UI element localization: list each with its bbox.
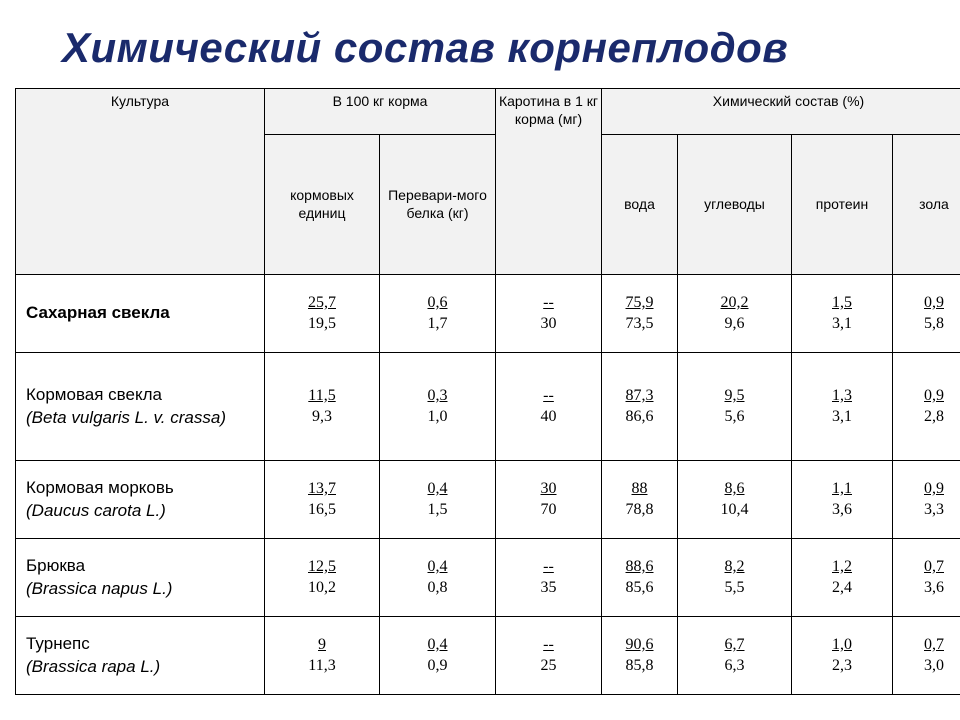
value-bottom: 0,8 [427,578,448,596]
value-top: 0,3 [427,386,448,404]
value-top: -- [543,293,554,311]
value-top: 0,4 [427,479,448,497]
crop-latin-name: (Brassica rapa L.) [26,656,161,676]
header-carbs: углеводы [678,135,792,275]
value-bottom: 19,5 [308,314,336,332]
crop-cell [16,275,265,353]
value-cell-protein [792,539,893,617]
value-cell-feed-units [265,461,380,539]
value-top: 30 [540,479,557,497]
value-bottom: 0,9 [427,656,448,674]
value-top: 0,9 [924,479,944,497]
value-top: 0,4 [427,635,448,653]
value-cell-carotene [496,353,602,461]
value-top: 25,7 [308,293,336,311]
value-top: 87,3 [625,386,654,404]
value-bottom: 5,5 [724,578,745,596]
value-bottom: 30 [540,314,557,332]
value-cell-carotene [496,461,602,539]
header-protein: протеин [792,135,893,275]
value-cell-protein-kg [380,275,496,353]
header-chem: Химический состав (%) [602,89,960,135]
value-top: 12,5 [308,557,336,575]
header-culture: Культура [16,89,265,275]
value-cell-feed-units [265,275,380,353]
crop-name: Кормовая морковь [26,477,174,497]
value-bottom: 2,3 [832,656,852,674]
value-bottom: 11,3 [308,656,336,674]
crop-latin-name: (Daucus carota L.) [26,500,166,520]
value-bottom: 10,2 [308,578,336,596]
value-bottom: 9,6 [724,314,745,332]
value-cell-feed-units [265,353,380,461]
value-bottom: 16,5 [308,500,336,518]
value-cell-protein-kg [380,461,496,539]
value-top: 0,7 [924,635,944,653]
header-ash: зола [893,135,960,275]
value-top: 8,6 [724,479,745,497]
value-top: 0,4 [427,557,448,575]
value-cell-protein-kg [380,353,496,461]
value-bottom: 3,3 [924,500,944,518]
value-bottom: 5,6 [724,407,745,425]
value-bottom: 25 [540,656,557,674]
value-cell-carotene [496,275,602,353]
value-top: 0,7 [924,557,944,575]
table-row [16,617,960,695]
value-top: 20,2 [720,293,749,311]
value-bottom: 3,1 [832,407,852,425]
value-cell-protein-kg [380,617,496,695]
crop-cell [16,461,265,539]
value-cell-protein [792,353,893,461]
header-feed-units: кормовых единиц [265,135,380,275]
table-row [16,353,960,461]
value-cell-water [602,461,678,539]
crop-name: Кормовая свекла [26,384,162,404]
value-top: 0,9 [924,293,944,311]
value-top: -- [543,386,554,404]
value-top: 88 [631,479,648,497]
value-top: 1,5 [832,293,852,311]
page-title: Химический состав корнеплодов [62,24,789,71]
header-per100: В 100 кг корма [265,89,496,135]
value-top: 88,6 [625,557,654,575]
value-cell-carbs [678,275,792,353]
value-cell-feed-units [265,539,380,617]
value-bottom: 6,3 [724,656,745,674]
value-cell-protein [792,461,893,539]
value-bottom: 73,5 [625,314,654,332]
value-cell-carotene [496,617,602,695]
value-top: 0,9 [924,386,944,404]
value-bottom: 70 [540,500,557,518]
value-top: 1,2 [832,557,852,575]
value-bottom: 3,6 [924,578,944,596]
value-top: 13,7 [308,479,336,497]
value-top: 9,5 [724,386,745,404]
value-top: 6,7 [724,635,745,653]
value-top: 8,2 [724,557,745,575]
value-top: 9 [318,635,326,653]
value-bottom: 85,8 [625,656,654,674]
value-top: 0,6 [427,293,448,311]
value-bottom: 9,3 [312,407,332,425]
value-bottom: 3,0 [924,656,944,674]
header-digestible-protein: Перевари-мого белка (кг) [380,135,496,275]
value-cell-water [602,617,678,695]
root-crops-table [15,88,960,695]
value-cell-carbs [678,539,792,617]
table-row [16,275,960,353]
value-cell-ash [893,539,960,617]
value-bottom: 35 [540,578,557,596]
value-cell-carbs [678,353,792,461]
value-top: 1,1 [832,479,852,497]
crop-cell [16,353,265,461]
crop-cell [16,617,265,695]
table-row [16,539,960,617]
value-bottom: 1,5 [427,500,448,518]
value-bottom: 86,6 [625,407,654,425]
value-bottom: 1,0 [427,407,448,425]
value-cell-protein-kg [380,539,496,617]
value-cell-ash [893,461,960,539]
value-cell-carbs [678,617,792,695]
value-bottom: 1,7 [427,314,448,332]
header-water: вода [602,135,678,275]
value-cell-ash [893,275,960,353]
value-cell-water [602,275,678,353]
value-bottom: 85,6 [625,578,654,596]
crop-latin-name: (Beta vulgaris L. v. crassa) [26,407,226,427]
value-top: 1,3 [832,386,852,404]
value-cell-water [602,353,678,461]
value-top: 11,5 [308,386,336,404]
value-top: -- [543,557,554,575]
table-row [16,461,960,539]
value-top: -- [543,635,554,653]
value-bottom: 10,4 [720,500,749,518]
crop-cell [16,539,265,617]
value-cell-protein [792,617,893,695]
value-cell-ash [893,617,960,695]
value-cell-protein [792,275,893,353]
value-cell-carotene [496,539,602,617]
value-top: 1,0 [832,635,852,653]
value-cell-feed-units [265,617,380,695]
crop-name: Брюква [26,555,86,575]
value-cell-carbs [678,461,792,539]
crop-name: Турнепс [26,633,90,653]
value-bottom: 5,8 [924,314,944,332]
value-cell-water [602,539,678,617]
value-cell-ash [893,353,960,461]
value-bottom: 40 [540,407,557,425]
value-bottom: 78,8 [625,500,654,518]
value-bottom: 2,4 [832,578,852,596]
value-bottom: 3,6 [832,500,852,518]
crop-latin-name: (Brassica napus L.) [26,578,173,598]
value-top: 75,9 [625,293,654,311]
value-top: 90,6 [625,635,654,653]
crop-name: Сахарная свекла [26,303,170,323]
value-bottom: 2,8 [924,407,944,425]
value-bottom: 3,1 [832,314,852,332]
header-carotene: Каротина в 1 кг корма (мг) [496,89,602,275]
